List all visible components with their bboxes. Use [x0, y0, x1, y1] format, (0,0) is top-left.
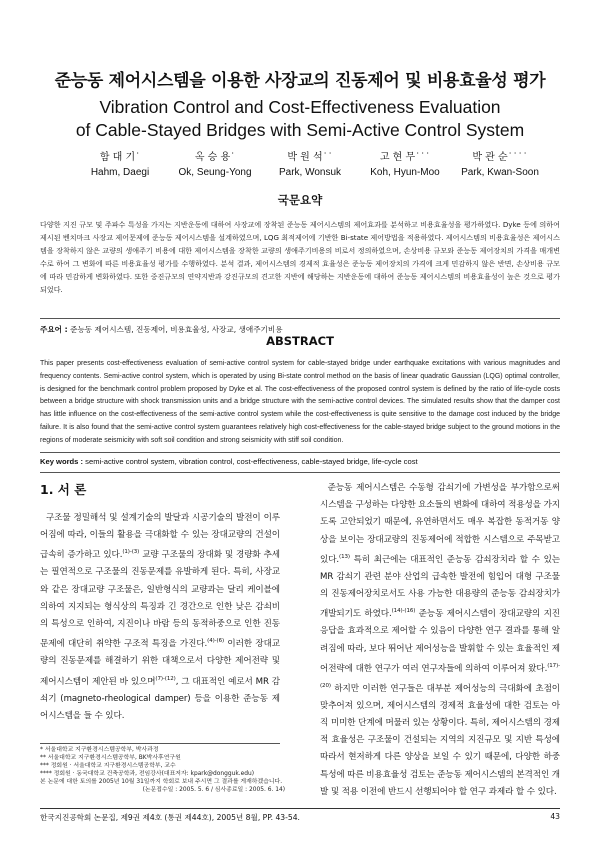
- footer-rule: [40, 808, 560, 809]
- keywords-en-text: semi-active control system, vibration control, cost-effectiveness, cable-stayed bridge, life-cycle cost: [85, 457, 418, 466]
- author-name-ko: 박 관 순˙˙˙˙: [472, 152, 528, 163]
- body-text-span: 준능동 제어시스템은 수동형 감쇠기에 가변성을 부가함으로써 시스템을 구성하는 다양한 요소들의 변화에 대하여 적용성을 가지도록 고안되었기 때문에, 유연하면서도 매우 복잡한 동적거동 양상을 보이는 장대교량의 진동제어에 적합한 시스템으로 주목받고 있다.: [320, 483, 561, 565]
- body-text-span: 준능동 제어시스템이 장대교량의 지진응답을 효과적으로 제어할 수 있음이 다양한 연구 결과를 통해 알려짐에 따라, 보다 뛰어난 제어성능을 발휘할 수 있는 효율적인 제어전략에 대한 연구가 여러 연구자들에 의하여 이루어져 왔다.: [320, 609, 560, 674]
- footnote-rule: [40, 743, 280, 744]
- author: [355, 150, 455, 180]
- reference-marker: (7)-(12): [155, 675, 176, 682]
- author-name-en: Park, Wonsuk: [278, 167, 342, 178]
- author: [165, 150, 265, 180]
- author: [70, 150, 170, 180]
- body-paragraph: [40, 510, 280, 725]
- abstract-english: This paper presents cost-effectiveness evaluation of semi-active control system for cable-stayed bridge under earthquake excitations with various magnitudes and frequency contents. Semi-active control system, which is operated by using Bi-state control method on the basis of linear quadratic Gaussian (LQG) optimal controller, is designed for the benchmark control problem proposed by Dyke et al. The cost-effectiveness of the proposed control system is defined by the ratio of life-cycle costs between a bridge structure with shock transmission units and a bridge structure with the semi-active control devices. The simulated results show that the damper cost has little influence on the cost-effectiveness of the semi-active control system while the cost-effectiveness is quite sensitive to the damage cost induced by the bridge failure. It is also found that the semi-active control system guarantees relatively high cost-effectiveness for the cable-stayed bridge subject to the ground motions in the regions of moderate seismicity with soft soil condition and strong seismicity with stiff soil condition.: [40, 360, 560, 444]
- divider: [40, 452, 560, 453]
- title-en-line-1: Vibration Control and Cost-Effectiveness Evaluation: [99, 97, 501, 117]
- author-name-ko: 옥 승 용˙: [194, 152, 236, 163]
- author: [450, 150, 550, 180]
- footnote: (논문접수일 : 2005. 5. 6 / 심사종료일 : 2005. 6. 14): [142, 787, 285, 794]
- keywords-ko-label: 주요어 :: [40, 325, 68, 334]
- footnote: *** 정회원 · 서울대학교 지구환경시스템공학부, 교수: [40, 763, 176, 770]
- author-name-ko: 함 대 기˙: [99, 152, 141, 163]
- section-1-title: 1. 서 론: [40, 482, 87, 497]
- reference-marker: (14)-(16): [391, 608, 416, 615]
- paper-title-korean: 준능동 제어시스템을 이용한 사장교의 진동제어 및 비용효율성 평가: [54, 71, 546, 91]
- footnote: * 서울대학교 지구환경시스템공학부, 박사과정: [40, 747, 159, 753]
- author-name-en: Hahm, Daegi: [90, 167, 150, 178]
- body-text-span: 교량 구조물의 장대화 및 경량화 추세는 필연적으로 구조물의 진동문제를 유발하게 된다. 특히, 사장교와 같은 장대교량 구조물은, 일반형식의 교량과는 달리 케이블에 의하여 지지되는 형식상의 특징과 긴 경간으로 인한 낮은 감쇠비의 특성으로 인하여, 지진이나 바람 등의 동적하중으로 인한 진동문제에 대단히 취약한 구조적 특징을 가진다.: [40, 550, 280, 650]
- body-text-span: 이러한 장대교량의 진동문제를 해결하기 위한 대책으로서 다양한 제어전략 및 제어시스템이 제안된 바 있으며: [40, 639, 280, 687]
- body-text-span: 특히 최근에는 대표적인 준능동 감쇠장치라 할 수 있는 MR 감쇠기 관련 분야 산업의 급속한 발전에 힘입어 대형 구조물의 진동제어장치로서도 사용 가능한 대용량의 준능동 감쇠장치가 개발되기도 하였다.: [320, 554, 560, 620]
- abstract-korean: 다양한 지진 규모 및 주파수 특성을 가지는 지반운동에 대하여 사장교에 장착된 준능동 제어시스템의 제어효과를 분석하고 비용효율성을 평가하였다. Dyke 등에 의하여 제시된 벤치마크 사장교 제어문제에 준능동 제어시스템을 설계하였으며, LQG 최적제어에 기반한 Bi-state 제어방법을 적용하였다. 제어시스템의 비용효율성은 제어시스템을 장착하지 않은 교량의 생애주기 비용에 대한 제어시스템을 장착한 교량의 생애주기비용의 비로서 정의하였으며, 손상비용 규모와 준능동 제어장치의 가격을 매개변수로 하여 그 변화에 따른 비용효율성 평가를 수행하였다. 분석 결과, 제어시스템의 경제적 효율성은 준능동 제어장치의 가격에 크게 민감하지 않은 반면, 손상비용 규모에 따라 민감하게 변화하였다. 또한 중진규모의 연약지반과 강진규모의 견고한 지반에 해당하는 지반운동에 대하여 준능동 제어시스템의 비용효율성이 높은 것으로 평가되었다.: [40, 220, 560, 294]
- author-name-en: Koh, Hyun-Moo: [370, 167, 440, 178]
- keywords-ko-text: 준능동 제어시스템, 진동제어, 비용효율성, 사장교, 생애주기비용: [70, 325, 283, 334]
- reference-marker: (4)-(6): [207, 638, 225, 645]
- body-text-span: 하지만 이러한 연구들은 대부분 제어성능의 극대화에 초점이 맞추어져 있으며, 제어시스템의 경제적 효율성에 대한 검토는 아직 미미한 단계에 머물러 있는 상황이다. 특히, 제어시스템의 경제적 효율성은 구조물이 건설되는 지역의 지진규모 및 지반 특성에 따라서 현저하게 다른 양상을 보일 수 있기 때문에, 다양한 하중 특성에 따른 비용효율성 검토는 준능동 제어시스템의 본격적인 개발 및 적용 이전에 반드시 선행되어야 할 연구 과제라 할 수 있다.: [320, 683, 560, 797]
- reference-marker: (1)-(3): [122, 549, 140, 556]
- journal-citation: 한국지진공학회 논문집, 제9권 제4호 (통권 제44호), 2005년 8월, PP. 43-54.: [40, 813, 300, 822]
- author-name-en: Ok, Seung-Yong: [178, 167, 252, 178]
- footnote: ** 서울대학교 지구환경시스템공학부, BK박사후연구원: [40, 755, 181, 762]
- divider: [40, 318, 560, 319]
- paper-title-english: [0, 96, 600, 142]
- page-number: 43: [550, 812, 560, 821]
- body-text-span: 구조물 정밀해석 및 설계기술의 발달과 시공기술의 발전이 이루어짐에 따라, 이들의 활용을 극대화할 수 있는 장대교량의 건설이 급속히 증가하고 있다.: [40, 513, 280, 561]
- abstract-ko-heading: 국문요약: [277, 193, 323, 207]
- footnote: 본 논문에 대한 토의를 2005년 10월 31일까지 학회로 보내 주시면 그 결과를 게재하겠습니다.: [40, 779, 283, 786]
- keywords-english: [40, 457, 560, 466]
- body-column-left: [40, 480, 280, 725]
- body-column-right: [320, 480, 560, 801]
- reference-marker: (17)-(20): [320, 662, 560, 689]
- footnotes: [40, 746, 285, 795]
- footnote: **** 정회원 · 동국대학교 건축공학과, 전임강사(대표저자: kpark@dongguk.edu): [40, 771, 254, 778]
- author-name-ko: 고 현 무˙˙˙: [379, 152, 431, 163]
- abstract-en-heading: ABSTRACT: [266, 334, 334, 348]
- author-name-en: Park, Kwan-Soon: [461, 167, 539, 178]
- body-paragraph: [320, 480, 560, 801]
- title-en-line-2: of Cable-Stayed Bridges with Semi-Active Control System: [75, 120, 525, 140]
- body-text-span: , 그 대표적인 예로서 MR 감쇠기 (magneto-rheological damper) 등을 이용한 준능동 제어시스템을 들 수 있다.: [40, 676, 280, 721]
- author-name-ko: 박 원 석˙˙: [287, 152, 333, 163]
- reference-marker: (13): [339, 553, 350, 560]
- divider: [40, 472, 560, 473]
- keywords-en-label: Key words :: [40, 457, 84, 466]
- author: [260, 150, 360, 180]
